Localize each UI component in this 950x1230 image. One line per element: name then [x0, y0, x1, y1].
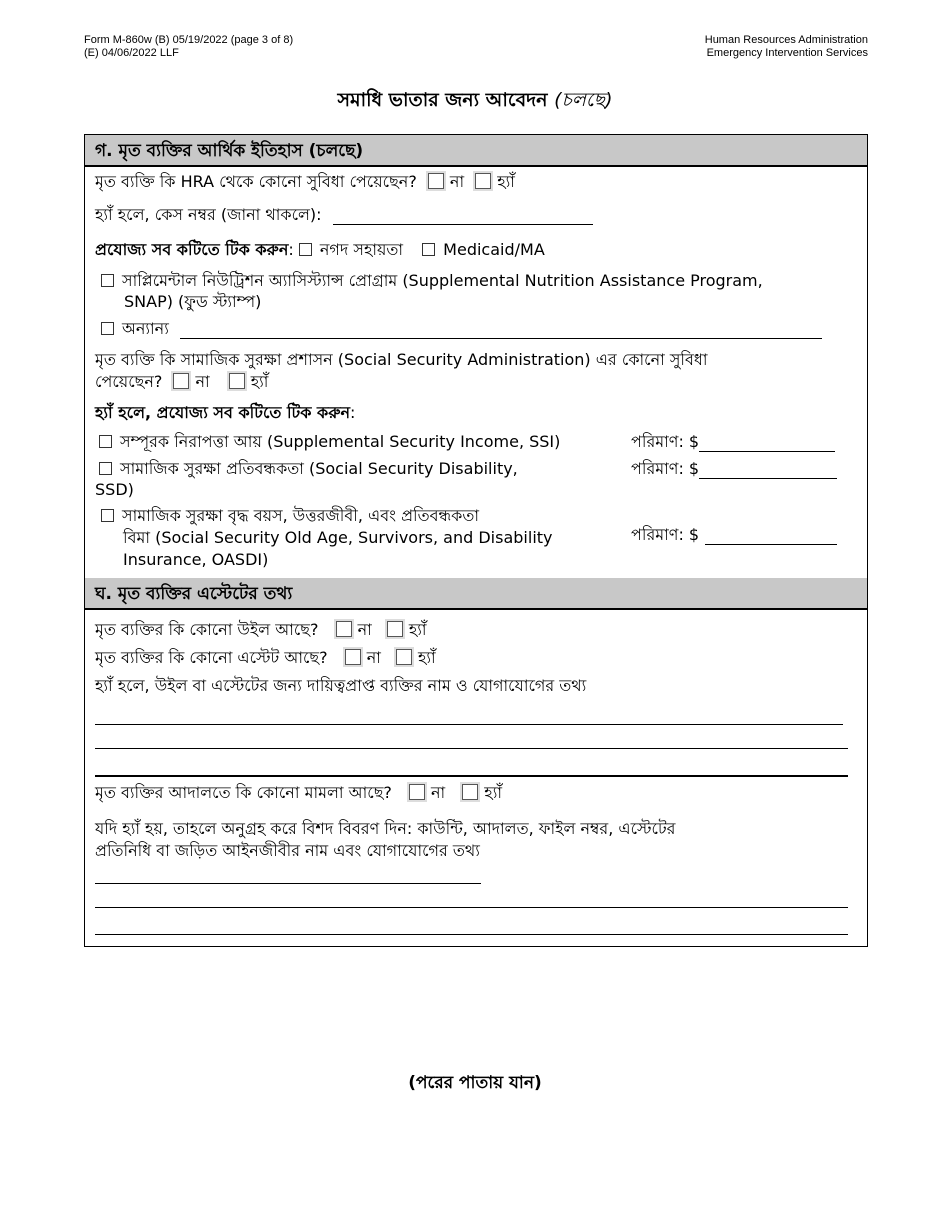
section-c-box	[84, 134, 868, 580]
ssa-no-checkbox[interactable]	[173, 373, 189, 389]
estate-question: মৃত ব্যক্তির কি কোনো এস্টেট আছে?	[95, 648, 328, 667]
section-d-box	[84, 578, 868, 947]
details-line-2[interactable]	[95, 907, 848, 908]
oasdi-label-line2: বিমা (Social Security Old Age, Survivors, and Disability	[123, 528, 553, 547]
details-label-line2: প্রতিনিধি বা জড়িত আইনজীবীর নাম এবং যোগাযোগের তথ্য	[95, 841, 480, 860]
court-no-checkbox[interactable]	[409, 784, 425, 800]
responsible-person-line-1[interactable]	[95, 724, 843, 725]
oasdi-amount-field[interactable]	[705, 527, 837, 545]
ssi-amount	[631, 432, 835, 452]
hra-question-row	[95, 172, 515, 192]
ssd-label-line1: সামাজিক সুরক্ষা প্রতিবন্ধকতা (Social Security Disability,	[120, 459, 518, 478]
cash-assistance-checkbox[interactable]	[299, 243, 312, 256]
will-yes-label: হ্যাঁ	[408, 620, 427, 639]
estate-no-label: না	[366, 648, 381, 667]
oasdi-amount-label: পরিমাণ: $	[631, 525, 700, 544]
details-label-line1: যদি হ্যাঁ হয়, তাহলে অনুগ্রহ করে বিশদ বিবরণ দিন: কাউন্টি, আদালত, ফাইল নম্বর, এস্টেটের	[95, 819, 676, 838]
oasdi-amount	[631, 525, 837, 545]
will-question: মৃত ব্যক্তির কি কোনো উইল আছে?	[95, 620, 319, 639]
snap-row	[101, 271, 763, 291]
form-id-line2: (E) 04/06/2022 LLF	[84, 47, 179, 59]
responsible-person-line-3[interactable]	[95, 775, 848, 777]
continue-note: (পরের পাতায় যান)	[408, 1073, 542, 1093]
ssa-yes-checkbox[interactable]	[229, 373, 245, 389]
ssd-amount-field[interactable]	[699, 461, 837, 479]
section-d-heading: ঘ. মৃত ব্যক্তির এস্টেটের তথ্য	[85, 578, 867, 610]
case-number-label: হ্যাঁ হলে, কেস নম্বর (জানা থাকলে):	[95, 205, 322, 224]
hra-no-checkbox[interactable]	[428, 173, 444, 189]
responsible-person-line-2[interactable]	[95, 748, 848, 749]
section-c-heading: গ. মৃত ব্যক্তির আর্থিক ইতিহাস (চলছে)	[85, 135, 867, 167]
form-id	[84, 34, 293, 60]
ssi-row	[99, 432, 560, 452]
check-all-label: প্রযোজ্য সব কটিতে টিক করুন	[95, 240, 289, 259]
ssd-amount-label: পরিমাণ: $	[631, 459, 700, 478]
snap-label-line1: সাপ্লিমেন্টাল নিউট্রিশন অ্যাসিস্ট্যান্স প্রোগ্রাম (Supplemental Nutrition Assistance Program,	[122, 271, 763, 290]
medicaid-checkbox[interactable]	[422, 243, 435, 256]
page-title-main: সমাধি ভাতার জন্য আবেদন	[337, 89, 548, 111]
snap-label-line2: SNAP) (ফুড স্ট্যাম্প)	[124, 292, 262, 311]
agency-line2: Emergency Intervention Services	[706, 47, 868, 59]
details-line-1[interactable]	[95, 883, 481, 884]
other-field[interactable]	[180, 322, 822, 339]
ssd-label-line2: SSD)	[95, 480, 134, 499]
will-no-checkbox[interactable]	[336, 621, 352, 637]
ssa-yes-label: হ্যাঁ	[250, 372, 269, 391]
details-line-3[interactable]	[95, 934, 848, 935]
estate-no-checkbox[interactable]	[345, 649, 361, 665]
will-yes-checkbox[interactable]	[387, 621, 403, 637]
estate-question-row	[95, 648, 436, 668]
ssi-label: সম্পূরক নিরাপত্তা আয় (Supplemental Security Income, SSI)	[120, 432, 561, 451]
court-no-label: না	[431, 783, 446, 802]
oasdi-label-line3: Insurance, OASDI)	[123, 550, 269, 569]
ssd-row	[99, 459, 518, 479]
hra-yes-checkbox[interactable]	[475, 173, 491, 189]
page-title-suffix: (চলছে)	[554, 89, 613, 111]
ssa-question-line1: মৃত ব্যক্তি কি সামাজিক সুরক্ষা প্রশাসন (Social Security Administration) এর কোনো সুবিধা	[95, 350, 708, 369]
oasdi-row	[101, 506, 479, 526]
agency-line1: Human Resources Administration	[704, 34, 868, 46]
ssi-checkbox[interactable]	[99, 435, 112, 448]
ssa-question-line2: পেয়েছেন?	[95, 372, 163, 391]
case-number-row	[95, 205, 593, 225]
ssa-question-row	[95, 372, 268, 392]
oasdi-checkbox[interactable]	[101, 509, 114, 522]
page-title	[0, 86, 950, 118]
hra-yes-label: হ্যাঁ	[497, 172, 515, 191]
ssd-amount	[631, 459, 837, 479]
estate-yes-label: হ্যাঁ	[418, 648, 436, 667]
medicaid-label: Medicaid/MA	[443, 240, 545, 259]
form-id-line1: Form M-860w (B) 05/19/2022 (page 3 of 8)	[84, 34, 294, 46]
hra-question: মৃত ব্যক্তি কি HRA থেকে কোনো সুবিধা পেয়েছেন?	[95, 172, 417, 191]
responsible-person-label: হ্যাঁ হলে, উইল বা এস্টেটের জন্য দায়িত্বপ্রাপ্ত ব্যক্তির নাম ও যোগাযোগের তথ্য	[95, 676, 587, 695]
other-label: অন্যান্য	[122, 319, 169, 338]
court-question: মৃত ব্যক্তির আদালতে কি কোনো মামলা আছে?	[95, 783, 392, 802]
court-yes-checkbox[interactable]	[462, 784, 478, 800]
will-no-label: না	[357, 620, 372, 639]
ssa-no-label: না	[195, 372, 210, 391]
court-question-row	[95, 783, 502, 803]
snap-checkbox[interactable]	[101, 274, 114, 287]
if-yes-check-all-row: হ্যাঁ হলে, প্রযোজ্য সব কটিতে টিক করুন:	[95, 403, 356, 422]
other-checkbox[interactable]	[101, 322, 114, 335]
if-yes-check-all-label: হ্যাঁ হলে, প্রযোজ্য সব কটিতে টিক করুন	[95, 403, 351, 422]
ssd-checkbox[interactable]	[99, 462, 112, 475]
other-row	[101, 319, 822, 339]
agency-name	[705, 34, 868, 60]
court-yes-label: হ্যাঁ	[484, 783, 502, 802]
estate-yes-checkbox[interactable]	[396, 649, 412, 665]
ssi-amount-field[interactable]	[699, 434, 835, 452]
cash-assistance-label: নগদ সহায়তা	[319, 240, 404, 259]
case-number-field[interactable]	[333, 206, 593, 225]
oasdi-label-line1: সামাজিক সুরক্ষা বৃদ্ধ বয়স, উত্তরজীবী, এবং প্রতিবন্ধকতা	[122, 506, 480, 525]
ssi-amount-label: পরিমাণ: $	[631, 432, 700, 451]
hra-no-label: না	[449, 172, 465, 191]
will-question-row	[95, 620, 427, 640]
benefits-row: প্রযোজ্য সব কটিতে টিক করুন: নগদ সহায়তা Medicaid/MA	[95, 240, 545, 259]
